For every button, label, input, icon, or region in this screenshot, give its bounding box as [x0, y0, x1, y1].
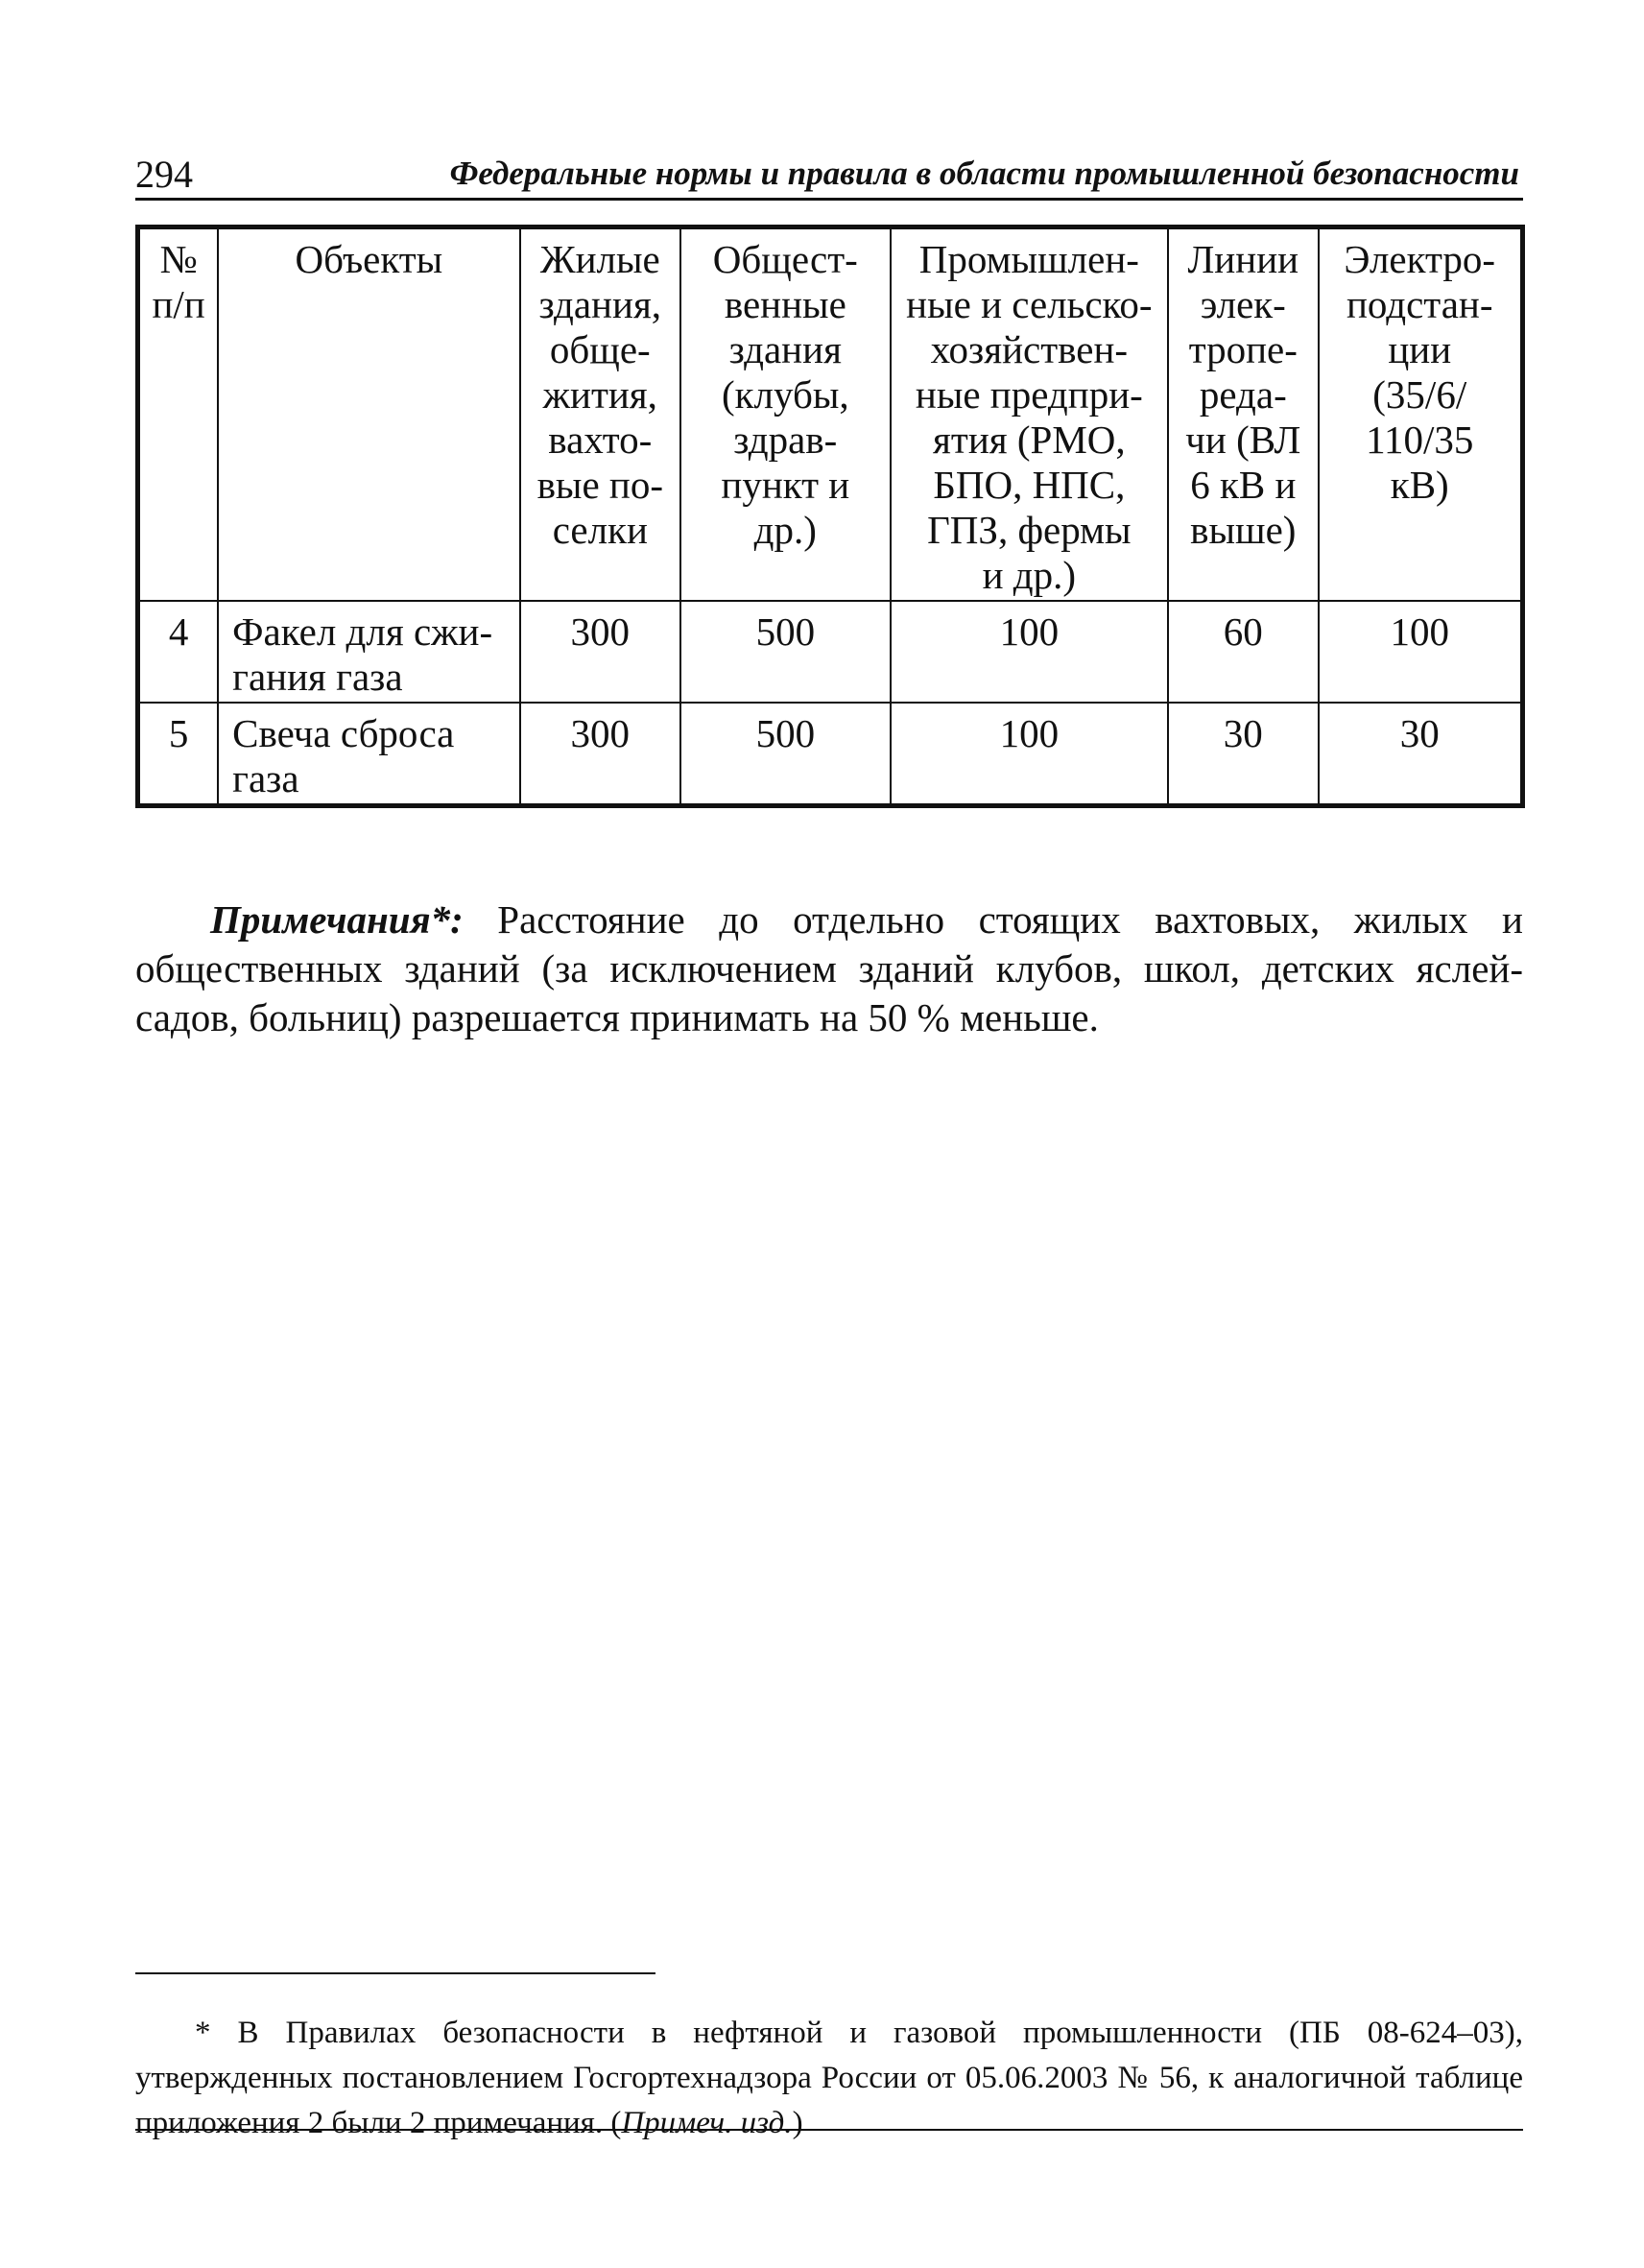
value-public: 500	[680, 703, 891, 806]
value-public: 500	[680, 601, 891, 703]
column-header-powerlines: Линии элек- тропе- реда- чи (ВЛ 6 кВ и выше)	[1168, 227, 1318, 602]
page-bottom-rule	[135, 2129, 1523, 2131]
footnote-credit: Примеч. изд.	[621, 2106, 793, 2140]
footnote	[135, 2011, 1523, 2146]
notes-paragraph	[135, 895, 1523, 1042]
value-residential: 300	[520, 601, 680, 703]
notes-label: Примечания*:	[210, 897, 464, 942]
value-industrial: 100	[891, 601, 1168, 703]
row-number: 4	[138, 601, 219, 703]
column-header-num: № п/п	[138, 227, 219, 602]
column-header-object: Объекты	[218, 227, 519, 602]
running-header	[135, 142, 1523, 201]
column-header-residential: Жилые здания, обще- жития, вахто- вые по- селки	[520, 227, 680, 602]
distance-norms-table	[135, 225, 1525, 808]
column-header-substations: Электро- подстан- ции (35/6/ 110/35 кВ)	[1319, 227, 1523, 602]
column-header-public: Общест- венные здания (клубы, здрав- пункт и др.)	[680, 227, 891, 602]
running-title: Федеральные нормы и правила в области промышленной безопасности	[449, 155, 1519, 192]
page-number: 294	[135, 153, 193, 196]
value-powerlines: 30	[1168, 703, 1318, 806]
value-residential: 300	[520, 703, 680, 806]
footnote-text: * В Правилах безопасности в нефтяной и газовой промышленности (ПБ 08-624–03), утвержденных постановлением Госгортехнадзора России от 05.06.2003 № 56, к аналогичной таблице приложения 2 были 2 примечания. (	[135, 2016, 1523, 2140]
value-industrial: 100	[891, 703, 1168, 806]
object-name: Факел для сжи- гания газа	[218, 601, 519, 703]
table-row	[138, 601, 1523, 703]
table-row	[138, 703, 1523, 806]
value-powerlines: 60	[1168, 601, 1318, 703]
value-substations: 30	[1319, 703, 1523, 806]
column-header-industrial: Промышлен- ные и сельско- хозяйствен- ные предпри- ятия (РМО, БПО, НПС, ГПЗ, фермы и др.)	[891, 227, 1168, 602]
row-number: 5	[138, 703, 219, 806]
footnote-close: )	[792, 2106, 803, 2140]
table-header-row	[138, 227, 1523, 602]
value-substations: 100	[1319, 601, 1523, 703]
footnote-separator	[135, 1972, 655, 1974]
object-name: Свеча сброса газа	[218, 703, 519, 806]
notes-text: Расстояние до отдельно стоящих вахтовых, жилых и общественных зданий (за исключением зданий клубов, школ, детских яслей-садов, больниц) разрешается принимать на 50 % меньше.	[135, 897, 1523, 1039]
